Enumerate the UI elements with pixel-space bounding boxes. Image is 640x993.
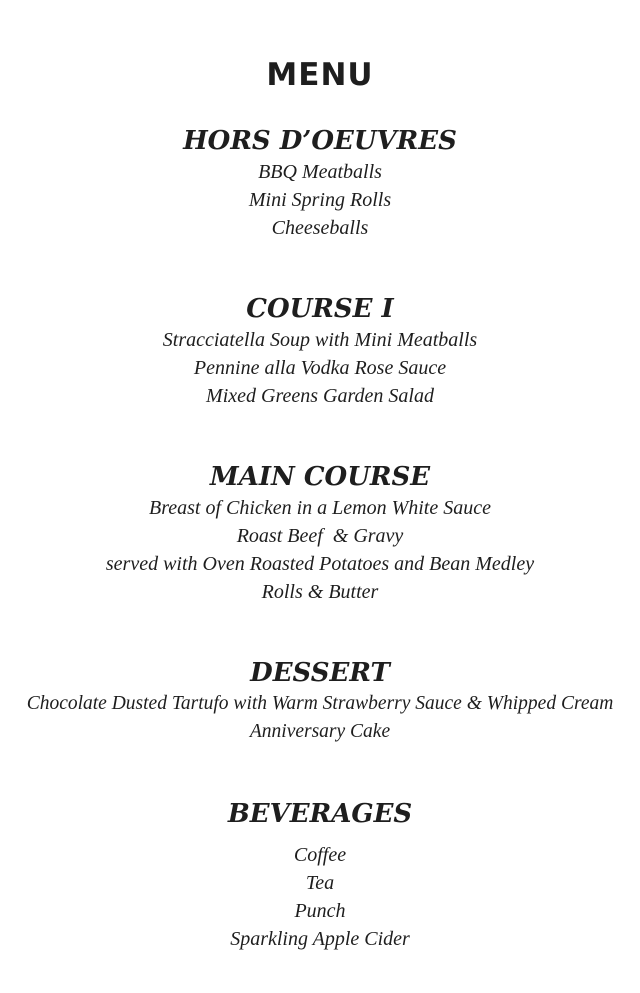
- section-dessert: [0, 656, 640, 746]
- section-heading: HORS D’OEUVRES: [183, 126, 457, 156]
- section-heading: DESSERT: [250, 658, 390, 688]
- section-item-list: [0, 841, 640, 953]
- section-heading: BEVERAGES: [227, 799, 413, 829]
- section-heading: MAIN COURSE: [209, 462, 431, 492]
- section-course-i: [0, 292, 640, 410]
- section-item-list: [0, 326, 640, 410]
- section-hors-doeuvres: [0, 124, 640, 242]
- menu-item: Punch: [294, 900, 346, 922]
- menu-item: Mixed Greens Garden Salad: [206, 385, 434, 407]
- section-main-course: [0, 460, 640, 606]
- menu-item: Tea: [305, 872, 335, 894]
- section-heading: COURSE I: [246, 294, 394, 324]
- menu-item: Chocolate Dusted Tartufo with Warm Strawberry Sauce & Whipped Cream: [26, 693, 614, 714]
- menu-item: Stracciatella Soup with Mini Meatballs: [162, 329, 478, 351]
- menu-item: Sparkling Apple Cider: [230, 928, 410, 950]
- menu-item: Cheeseballs: [271, 217, 369, 239]
- menu-item: served with Oven Roasted Potatoes and Bean Medley: [105, 553, 535, 575]
- menu-item: Breast of Chicken in a Lemon White Sauce: [149, 497, 491, 519]
- menu-item: Coffee: [293, 844, 347, 866]
- menu-item: BBQ Meatballs: [258, 161, 382, 183]
- section-item-list: [0, 158, 640, 242]
- menu-item: Pennine alla Vodka Rose Sauce: [193, 357, 447, 379]
- menu-item: Roast Beef & Gravy: [236, 525, 404, 547]
- section-beverages: [0, 797, 640, 953]
- menu-item: Mini Spring Rolls: [248, 189, 392, 211]
- menu-item: Anniversary Cake: [249, 721, 391, 742]
- page-title: MENU: [266, 56, 374, 93]
- menu-item: Rolls & Butter: [261, 581, 379, 603]
- section-item-list: [0, 494, 640, 606]
- section-item-list: [0, 690, 640, 746]
